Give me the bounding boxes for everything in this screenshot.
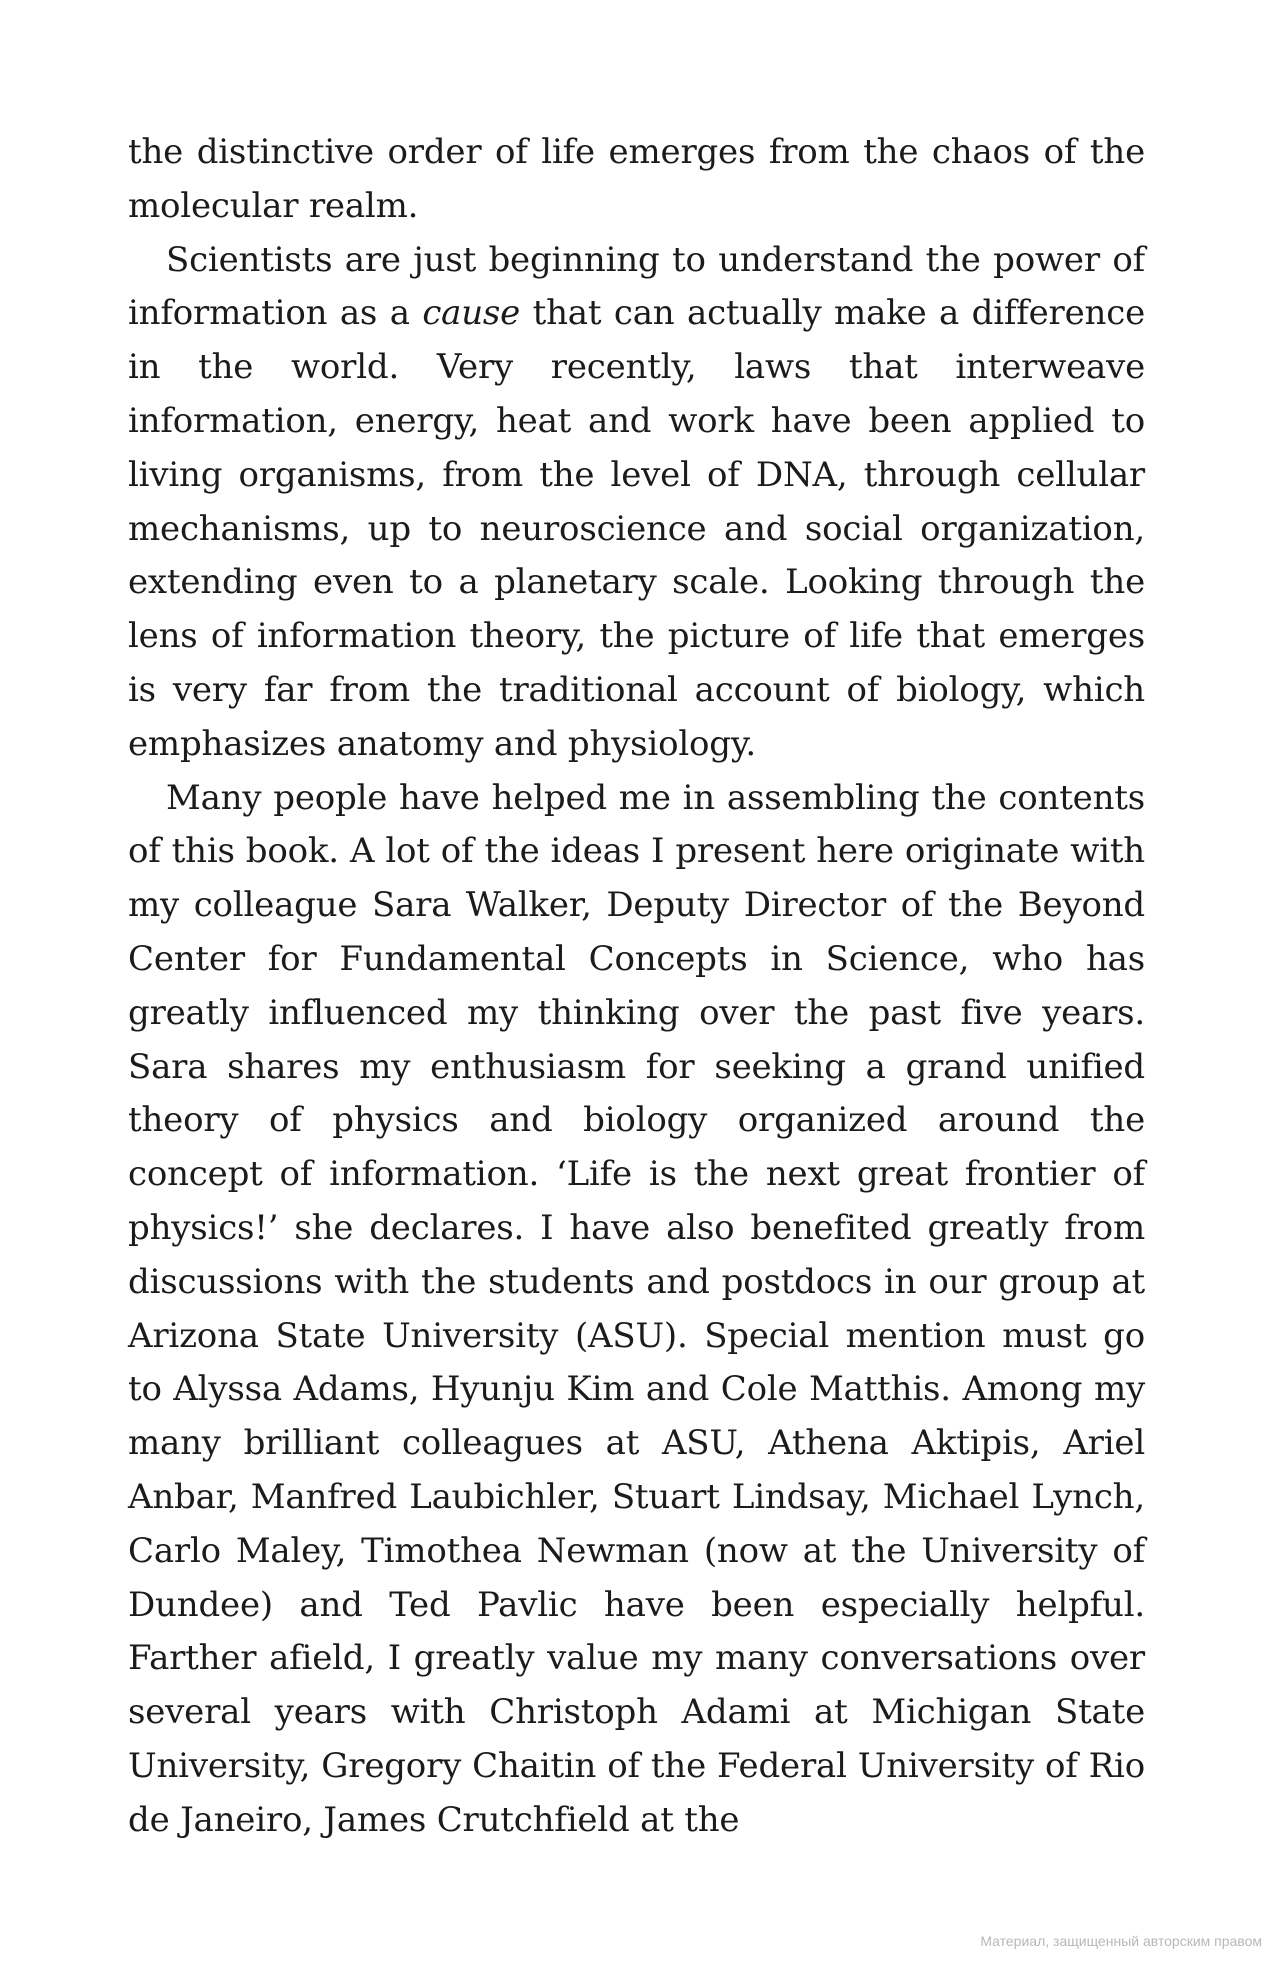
paragraph-text: that can actually make a difference in the world. Very recently, laws that interweave information, energy, heat and work have been applied to living organisms, from the level of DNA, through cellular mechanisms, up to neuroscience and social organization, extending even to a planetary scale. Looking through the lens of information theory, the picture of life that emerges is very far from the traditional account of biology, which emphasizes anatomy and physiology. — [128, 293, 1145, 764]
paragraph-acknowledgements: Many people have helped me in assembling the contents of this book. A lot of the ideas I present here originate with my colleague Sara Walker, Deputy Director of the Beyond Center for Fundamental Concepts in Science, who has greatly influenced my thinking over the past five years. Sara shares my enthusiasm for seeking a grand unified theory of physics and biology organized around the concept of information. ‘Life is the next great frontier of physics!’ she declares. I have also benefited greatly from discussions with the students and postdocs in our group at Arizona State University (ASU). Special mention must go to Alyssa Adams, Hyunju Kim and Cole Matthis. Among my many brilliant colleagues at ASU, Athena Aktipis, Ariel Anbar, Manfred Laubichler, Stuart Lindsay, Michael Lynch, Carlo Maley, Timothea Newman (now at the University of Dundee) and Ted Pavlic have been especially helpful. Farther afield, I greatly value my many conversations over several years with Christoph Adami at Michigan State University, Gregory Chaitin of the Federal University of Rio de Janeiro, James Crutchfield at the — [128, 777, 1145, 1840]
copyright-watermark: Материал, защищенный авторским правом — [980, 1933, 1262, 1949]
book-page — [128, 126, 1145, 1848]
emphasized-word: cause — [422, 293, 521, 334]
paragraph-text: Scientists are just beginning to understand the power of information as a — [128, 239, 1145, 334]
paragraph-information-cause — [128, 234, 1145, 772]
paragraph-continuation: the distinctive order of life emerges from the chaos of the molecular realm. — [128, 132, 1145, 226]
